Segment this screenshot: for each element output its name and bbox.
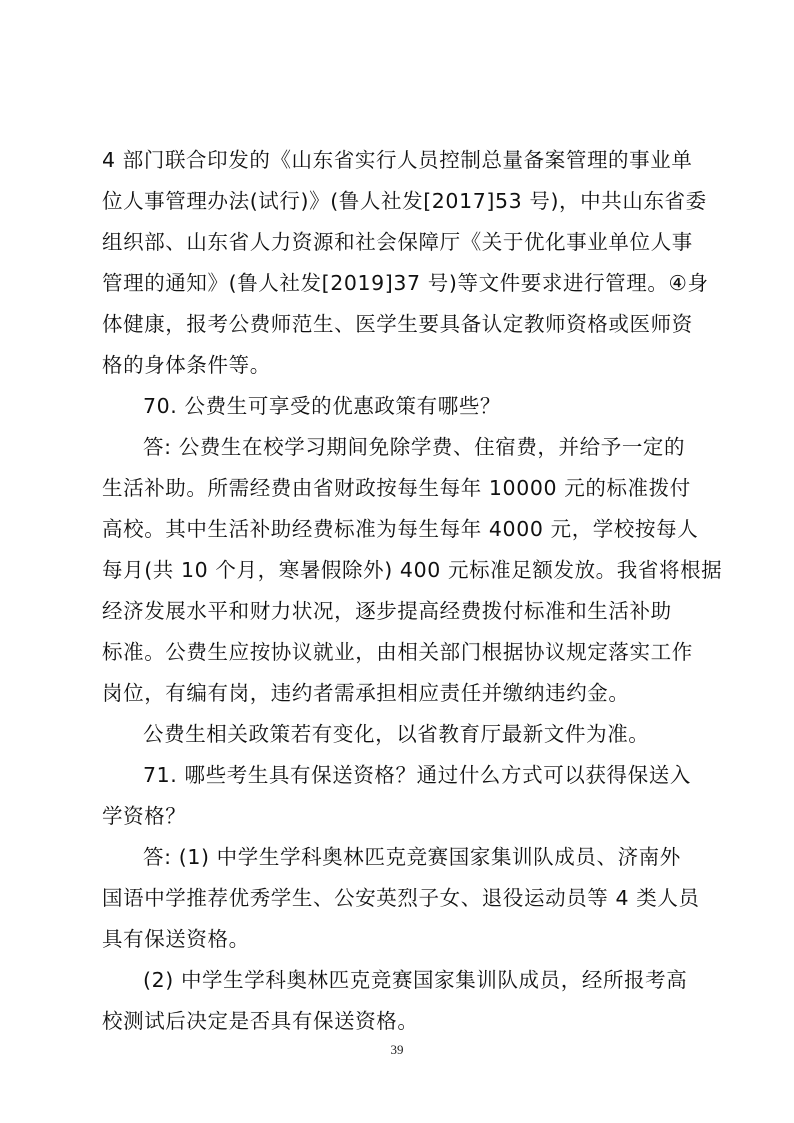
text-line: 国语中学推荐优秀学生、公安英烈子女、退役运动员等 4 类人员	[102, 886, 700, 910]
text-line: 高校。其中生活补助经费标准为每生每年 4000 元，学校按每人	[102, 517, 699, 541]
text-line: 答: 公费生在校学习期间免除学费、住宿费，并给予一定的	[143, 435, 686, 459]
text-line: 位人事管理办法(试行)》(鲁人社发[2017]53 号)，中共山东省委	[102, 189, 707, 213]
text-line: 答: (1) 中学生学科奥林匹克竞赛国家集训队成员、济南外	[143, 845, 681, 869]
text-line: 具有保送资格。	[102, 927, 250, 951]
text-line: 格的身体条件等。	[102, 353, 271, 377]
text-line: 4 部门联合印发的《山东省实行人员控制总量备案管理的事业单	[102, 148, 693, 172]
text-line: 生活补助。所需经费由省财政按每生每年 10000 元的标准拨付	[102, 476, 691, 500]
text-line: 体健康，报考公费师范生、医学生要具备认定教师资格或医师资	[102, 312, 693, 336]
text-line: 管理的通知》(鲁人社发[2019]37 号)等文件要求进行管理。④身	[102, 271, 709, 295]
text-line: (2) 中学生学科奥林匹克竞赛国家集训队成员，经所报考高	[143, 968, 688, 992]
text-line: 每月(共 10 个月，寒暑假除外) 400 元标准足额发放。我省将根据	[102, 558, 723, 582]
text-line: 标准。公费生应按协议就业，由相关部门根据协议规定落实工作	[102, 640, 693, 664]
page-number: 39	[390, 1042, 404, 1057]
question-heading: 学资格？	[102, 804, 187, 828]
text-line: 组织部、山东省人力资源和社会保障厅《关于优化事业单位人事	[102, 230, 693, 254]
text-line: 公费生相关政策若有变化，以省教育厅最新文件为准。	[143, 722, 650, 746]
question-heading: 70. 公费生可享受的优惠政策有哪些？	[143, 394, 502, 418]
question-heading: 71. 哪些考生具有保送资格？通过什么方式可以获得保送入	[143, 763, 691, 787]
text-line: 岗位，有编有岗，违约者需承担相应责任并缴纳违约金。	[102, 681, 630, 705]
text-line: 校测试后决定是否具有保送资格。	[102, 1009, 419, 1033]
text-line: 经济发展水平和财力状况，逐步提高经费拨付标准和生活补助	[102, 599, 672, 623]
